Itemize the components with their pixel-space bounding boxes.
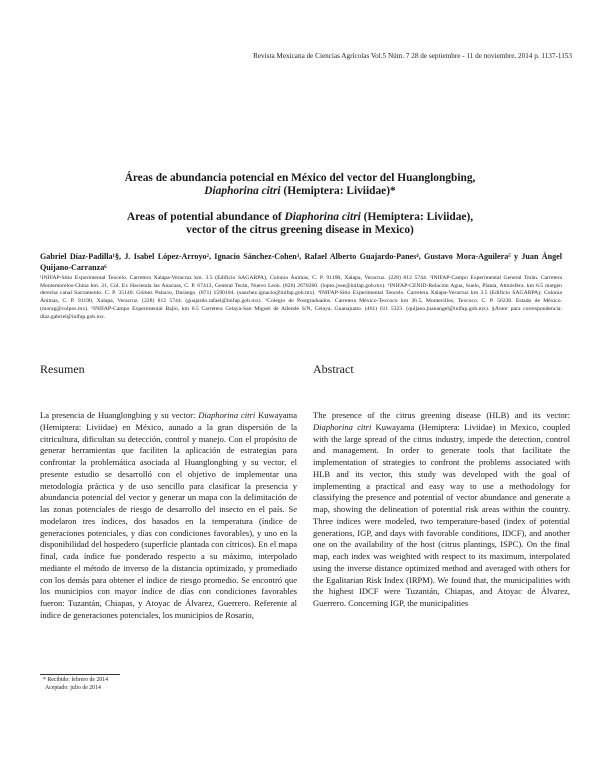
resumen-heading: Resumen	[40, 361, 85, 376]
title-spanish	[40, 172, 560, 198]
title-english-line1	[40, 211, 560, 224]
footnote-divider	[40, 674, 120, 675]
title-english-prefix: Areas of potential abundance of	[126, 211, 285, 223]
footnote-received: * Recibido: febrero de 2014	[43, 677, 109, 683]
resumen-column	[40, 410, 297, 622]
title-english-species: Diaphorina citri	[284, 211, 361, 223]
abstract-paragraph	[313, 410, 570, 610]
title-spanish-line1: Áreas de abundancia potencial en México del vector del Huanglongbing,	[124, 172, 476, 184]
abstract-column	[313, 410, 570, 610]
title-english	[40, 211, 560, 237]
title-spanish-species: Diaphorina citri	[204, 185, 281, 197]
resumen-text-before: La presencia de Huanglongbing y su vector:	[40, 410, 199, 420]
abstract-text-after: Kuwayama (Hemiptera: Liviidae) in Mexico, coupled with the large spread of the citrus industry, impede the detection, control and management. In order to generate tools that facilitate the implementation of strategies to confront the problems associated with HLB and its vector, this study was developed with the goal of implementing a practical and easy way to use a methodology for classifying the presence and potential of vector abundance and generate a map, showing the delineation of potential risk areas within the country. Three indices were modeled, two temperature-based (index of potential generations, IGP, and days with favorable conditions, IDCF), and another one on the availability of the host (citrus plantings, ISPC). On the final map, each index was weighted with respect to its maximum, interpolated using the inverse distance optimized method and averaged with others for the Egalitarian Risk Index (IRPM). We found that, the municipalities with the highest IDCF were Tuzantán, Chiapas, and Atoyac de Álvarez, Guerrero. Concerning IGP, the municipalities	[313, 421, 570, 608]
abstract-species: Diaphorina citri	[313, 421, 372, 432]
title-english-suffix: (Hemiptera: Liviidae),	[360, 211, 474, 223]
author-list: Gabriel Díaz-Padilla¹§, J. Isabel López-Arroyo², Ignacio Sánchez-Cohen³, Rafael Alberto Guajardo-Panes⁴, Gustavo Mora-Aguilera⁵ y Juan Ángel Quijano-Carranza⁶	[40, 252, 562, 272]
footnotes	[40, 677, 290, 692]
abstract-text-before: The presence of the citrus greening disease (HLB) and its vector:	[313, 410, 570, 420]
abstract-heading: Abstract	[313, 361, 354, 376]
resumen-text-after: Kuwayama (Hemiptera: Liviidae) en México, aunado a la gran dispersión de la citricultura, dificultan su detección, control y manejo. Con el propósito de generar herramientas que faciliten la aplicación de estrategias para confrontar la problemática asociada al Huanglongbing y su vector, el presente estudio se desarrolló con el objetivo de implementar una metodología práctica y de uso sencillo para clasificar la presencia y abundancia potencial del vector y generar un mapa con la delimitación de las zonas potenciales de riesgo de desarrollo del insecto en el país. Se modelaron tres índices, dos basados en la temperatura (índice de generaciones potenciales, y días con condiciones favorables), y uno en la disponibilidad del hospedero (superficie plantada con cítricos). En el mapa final, cada índice fue ponderado respecto a su máximo, interpolado mediante el método de inverso de la distancia optimizado, y promediado con los demás para obtener el índice de riesgo promedio. Se encontró que los municipios con mayor índice de días con condiciones favorables fueron: Tuzantán, Chiapas, y Atoyac de Álvarez, Guerrero. Referente al índice de generaciones potenciales, los municipios de Rosario,	[40, 410, 297, 620]
footnote-accepted: Aceptado: julio de 2014	[45, 684, 101, 691]
title-spanish-line2	[40, 185, 560, 198]
running-header: Revista Mexicana de Ciencias Agrícolas Vol.5 Núm. 7 28 de septiembre - 11 de noviembre, 2014 p. 1137-1153	[253, 52, 572, 60]
resumen-paragraph	[40, 410, 297, 622]
title-english-line2: vector of the citrus greening disease in Mexico)	[186, 224, 414, 236]
title-spanish-rest: (Hemiptera: Liviidae)*	[280, 185, 396, 197]
affiliations: ¹INIFAP-Sitio Experimental Teocelo. Carretera Xalapa-Veracruz km. 3.5 (Edificio SAGARPA), Colonia Ánimas, C. P. 91190, Xalapa, Veracruz. (228) 812 5744. ²INIFAP-Campo Experimental General Terán. Carretera Montemorelos-China km. 31, Col. Ex Hacienda las Anacuas, C. P. 67413, General Terán, Nuevo León. (826) 2670260. (lopez.jose@inifap.gob.mx). ³INIFAP-CENID-Relación Agua, Suelo, Planta, Atmósfera. km 6.5 margen derecha canal Sacramento. C. P. 35140. Gómez Palacio, Durango. (871) 1590104. (sanchez.ignacio@inifap.gob.mx). ⁴INIFAP-Sitio Experimental Teocelo. Carretera Xalapa-Veracruz km 3.5 (Edificio SAGARPA); Colonia Ánimas, C. P. 91190, Xalapa, Veracruz. (228) 812 5744. (guajardo.rafael@inifap.gob.mx). ⁵Colegio de Postgraduados. Carretera México-Texcoco km 36.5, Montecillos, Texcoco. C. P. 56230. Estado de México. (morag@colpos.mx). ⁶INIFAP-Campo Experimental Bajío, km 6.5 Carretera Celaya-San Miguel de Allende S/N, Celaya, Guanajuato. (461) 611 5323. (quijano.juanangel@inifap.gob.mx). §Autor para correspondencia: diaz.gabriel@inifap.gob.mx.	[40, 275, 562, 320]
resumen-species: Diaphorina citri	[198, 410, 256, 420]
